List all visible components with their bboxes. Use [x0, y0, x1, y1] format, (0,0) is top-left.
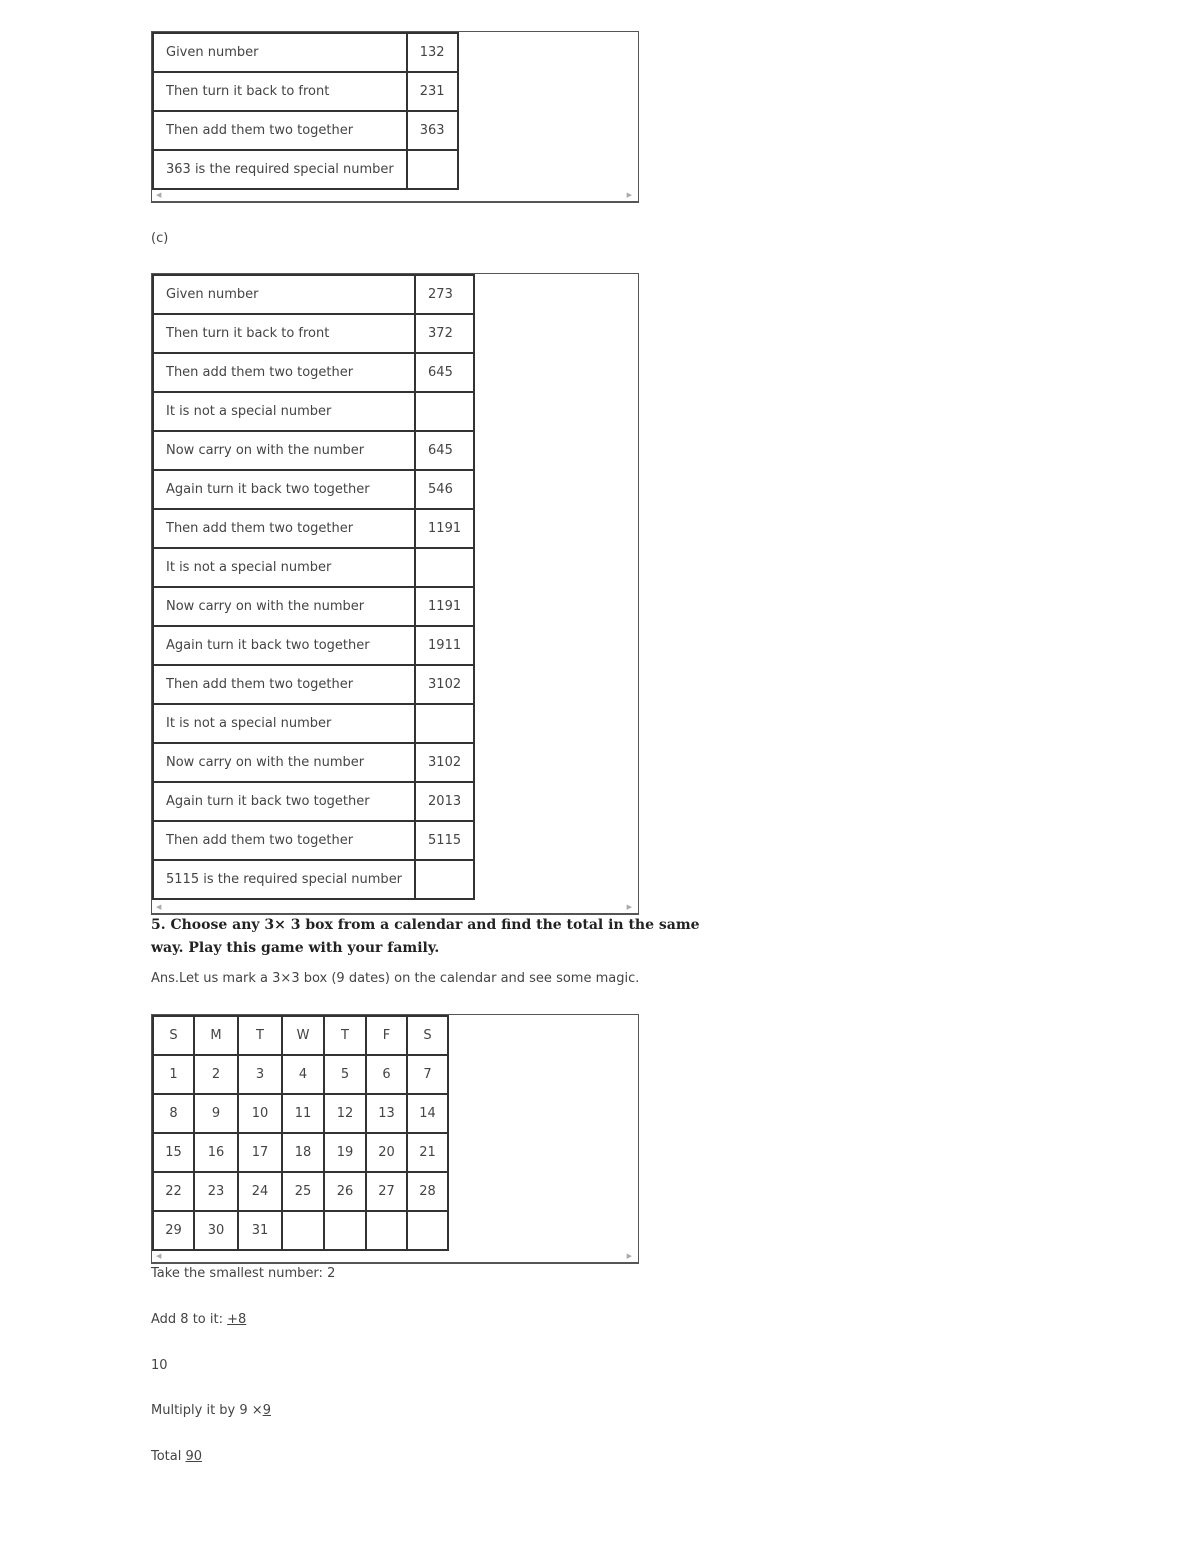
- calendar-day: [366, 1211, 407, 1250]
- step-add: [151, 1312, 246, 1327]
- table-row: [153, 860, 474, 899]
- calendar-day: 25: [282, 1172, 324, 1211]
- calendar-day: 17: [238, 1133, 282, 1172]
- calendar-day: 14: [407, 1094, 448, 1133]
- calendar-day: 26: [324, 1172, 366, 1211]
- calendar-scroll-container[interactable]: [151, 1014, 639, 1264]
- table-cell: Then add them two together: [153, 111, 407, 150]
- step-total-label: Total: [151, 1449, 186, 1464]
- scroll-right-icon[interactable]: ▶: [626, 1252, 632, 1260]
- calendar-day: 10: [238, 1094, 282, 1133]
- table-cell: Again turn it back two together: [153, 626, 415, 665]
- table-cell: Again turn it back two together: [153, 470, 415, 509]
- table-cell: 372: [415, 314, 474, 353]
- table-cell: Then add them two together: [153, 665, 415, 704]
- calendar-header-row: [153, 1016, 448, 1055]
- scroll-left-icon[interactable]: ◀: [156, 1252, 162, 1260]
- table-cell: Again turn it back two together: [153, 782, 415, 821]
- table-row: [153, 509, 474, 548]
- step-add-value: +8: [227, 1312, 247, 1327]
- table-cell: 3102: [415, 665, 474, 704]
- calendar-day: [407, 1211, 448, 1250]
- calendar-day: [324, 1211, 366, 1250]
- table-cell: Given number: [153, 275, 415, 314]
- calendar-day: 29: [153, 1211, 194, 1250]
- weekday-header: T: [324, 1016, 366, 1055]
- table-row: [153, 275, 474, 314]
- weekday-header: F: [366, 1016, 407, 1055]
- calendar-table: [152, 1015, 449, 1251]
- table-cell: 546: [415, 470, 474, 509]
- weekday-header: S: [407, 1016, 448, 1055]
- table-cell: Then turn it back to front: [153, 314, 415, 353]
- table-cell: [415, 704, 474, 743]
- calendar-day: [282, 1211, 324, 1250]
- calendar-day: 24: [238, 1172, 282, 1211]
- table-row: [153, 150, 458, 189]
- table-b: [152, 32, 459, 190]
- calendar-day: 28: [407, 1172, 448, 1211]
- table-cell: 132: [407, 33, 458, 72]
- table-cell: 1911: [415, 626, 474, 665]
- table-row: [153, 470, 474, 509]
- table-cell: 3102: [415, 743, 474, 782]
- calendar-day: 18: [282, 1133, 324, 1172]
- weekday-header: M: [194, 1016, 238, 1055]
- table-row: [153, 431, 474, 470]
- calendar-day: 8: [153, 1094, 194, 1133]
- table-cell: 645: [415, 353, 474, 392]
- calendar-day: 21: [407, 1133, 448, 1172]
- table-cell: Then add them two together: [153, 509, 415, 548]
- calendar-day: 1: [153, 1055, 194, 1094]
- table-cell: 2013: [415, 782, 474, 821]
- table-cell: It is not a special number: [153, 704, 415, 743]
- part-c-label: (c): [151, 231, 169, 246]
- calendar-day: 13: [366, 1094, 407, 1133]
- table-cell: [415, 548, 474, 587]
- table-row: [153, 353, 474, 392]
- table-cell: Now carry on with the number: [153, 587, 415, 626]
- table-cell: It is not a special number: [153, 548, 415, 587]
- calendar-week-row: [153, 1094, 448, 1133]
- table-c: [152, 274, 475, 900]
- calendar-day: 4: [282, 1055, 324, 1094]
- table-cell: [415, 392, 474, 431]
- step-result: 10: [151, 1358, 168, 1373]
- step-multiply-value: 9: [262, 1403, 271, 1418]
- table-row: [153, 821, 474, 860]
- answer-intro: Ans.Let us mark a 3×3 box (9 dates) on the calendar and see some magic.: [151, 971, 640, 986]
- calendar-day: 3: [238, 1055, 282, 1094]
- table-cell: Given number: [153, 33, 407, 72]
- calendar-day: 16: [194, 1133, 238, 1172]
- scroll-right-icon[interactable]: ▶: [626, 903, 632, 911]
- table-row: [153, 704, 474, 743]
- calendar-day: 19: [324, 1133, 366, 1172]
- table-row: [153, 626, 474, 665]
- table-b-scroll-container[interactable]: [151, 31, 639, 203]
- calendar-day: 31: [238, 1211, 282, 1250]
- calendar-week-row: [153, 1055, 448, 1094]
- weekday-header: T: [238, 1016, 282, 1055]
- table-row: [153, 111, 458, 150]
- step-add-label: Add 8 to it:: [151, 1312, 228, 1327]
- table-cell: 231: [407, 72, 458, 111]
- table-cell: [407, 150, 458, 189]
- step-multiply-label: Multiply it by 9 ×: [151, 1403, 263, 1418]
- table-cell: Now carry on with the number: [153, 743, 415, 782]
- table-cell: Then add them two together: [153, 821, 415, 860]
- table-cell: 5115: [415, 821, 474, 860]
- scroll-right-icon[interactable]: ▶: [626, 191, 632, 199]
- calendar-week-row: [153, 1172, 448, 1211]
- question-line-2: way. Play this game with your family.: [151, 940, 440, 956]
- table-cell: It is not a special number: [153, 392, 415, 431]
- calendar-day: 20: [366, 1133, 407, 1172]
- weekday-header: S: [153, 1016, 194, 1055]
- calendar-day: 12: [324, 1094, 366, 1133]
- calendar-day: 22: [153, 1172, 194, 1211]
- table-cell: Now carry on with the number: [153, 431, 415, 470]
- calendar-week-row: [153, 1211, 448, 1250]
- step-multiply: [151, 1403, 271, 1418]
- table-cell: 273: [415, 275, 474, 314]
- table-row: [153, 314, 474, 353]
- calendar-day: 23: [194, 1172, 238, 1211]
- step-smallest: Take the smallest number: 2: [151, 1266, 336, 1281]
- question-line-1: 5. Choose any 3× 3 box from a calendar and find the total in the same: [151, 917, 700, 933]
- step-total: [151, 1449, 202, 1464]
- table-cell: 645: [415, 431, 474, 470]
- table-cell: Then turn it back to front: [153, 72, 407, 111]
- table-cell: [415, 860, 474, 899]
- table-row: [153, 782, 474, 821]
- scroll-left-icon[interactable]: ◀: [156, 191, 162, 199]
- table-row: [153, 392, 474, 431]
- calendar-day: 5: [324, 1055, 366, 1094]
- table-row: [153, 33, 458, 72]
- calendar-day: 11: [282, 1094, 324, 1133]
- table-cell: 1191: [415, 509, 474, 548]
- table-row: [153, 743, 474, 782]
- table-cell: 363: [407, 111, 458, 150]
- table-row: [153, 72, 458, 111]
- calendar-day: 27: [366, 1172, 407, 1211]
- scroll-left-icon[interactable]: ◀: [156, 903, 162, 911]
- step-total-value: 90: [185, 1449, 203, 1464]
- weekday-header: W: [282, 1016, 324, 1055]
- table-cell: 1191: [415, 587, 474, 626]
- table-row: [153, 587, 474, 626]
- table-cell: Then add them two together: [153, 353, 415, 392]
- table-cell: 5115 is the required special number: [153, 860, 415, 899]
- table-row: [153, 665, 474, 704]
- table-cell: 363 is the required special number: [153, 150, 407, 189]
- table-c-scroll-container[interactable]: [151, 273, 639, 915]
- calendar-day: 9: [194, 1094, 238, 1133]
- calendar-day: 6: [366, 1055, 407, 1094]
- calendar-day: 7: [407, 1055, 448, 1094]
- calendar-day: 2: [194, 1055, 238, 1094]
- calendar-day: 30: [194, 1211, 238, 1250]
- calendar-week-row: [153, 1133, 448, 1172]
- table-row: [153, 548, 474, 587]
- calendar-day: 15: [153, 1133, 194, 1172]
